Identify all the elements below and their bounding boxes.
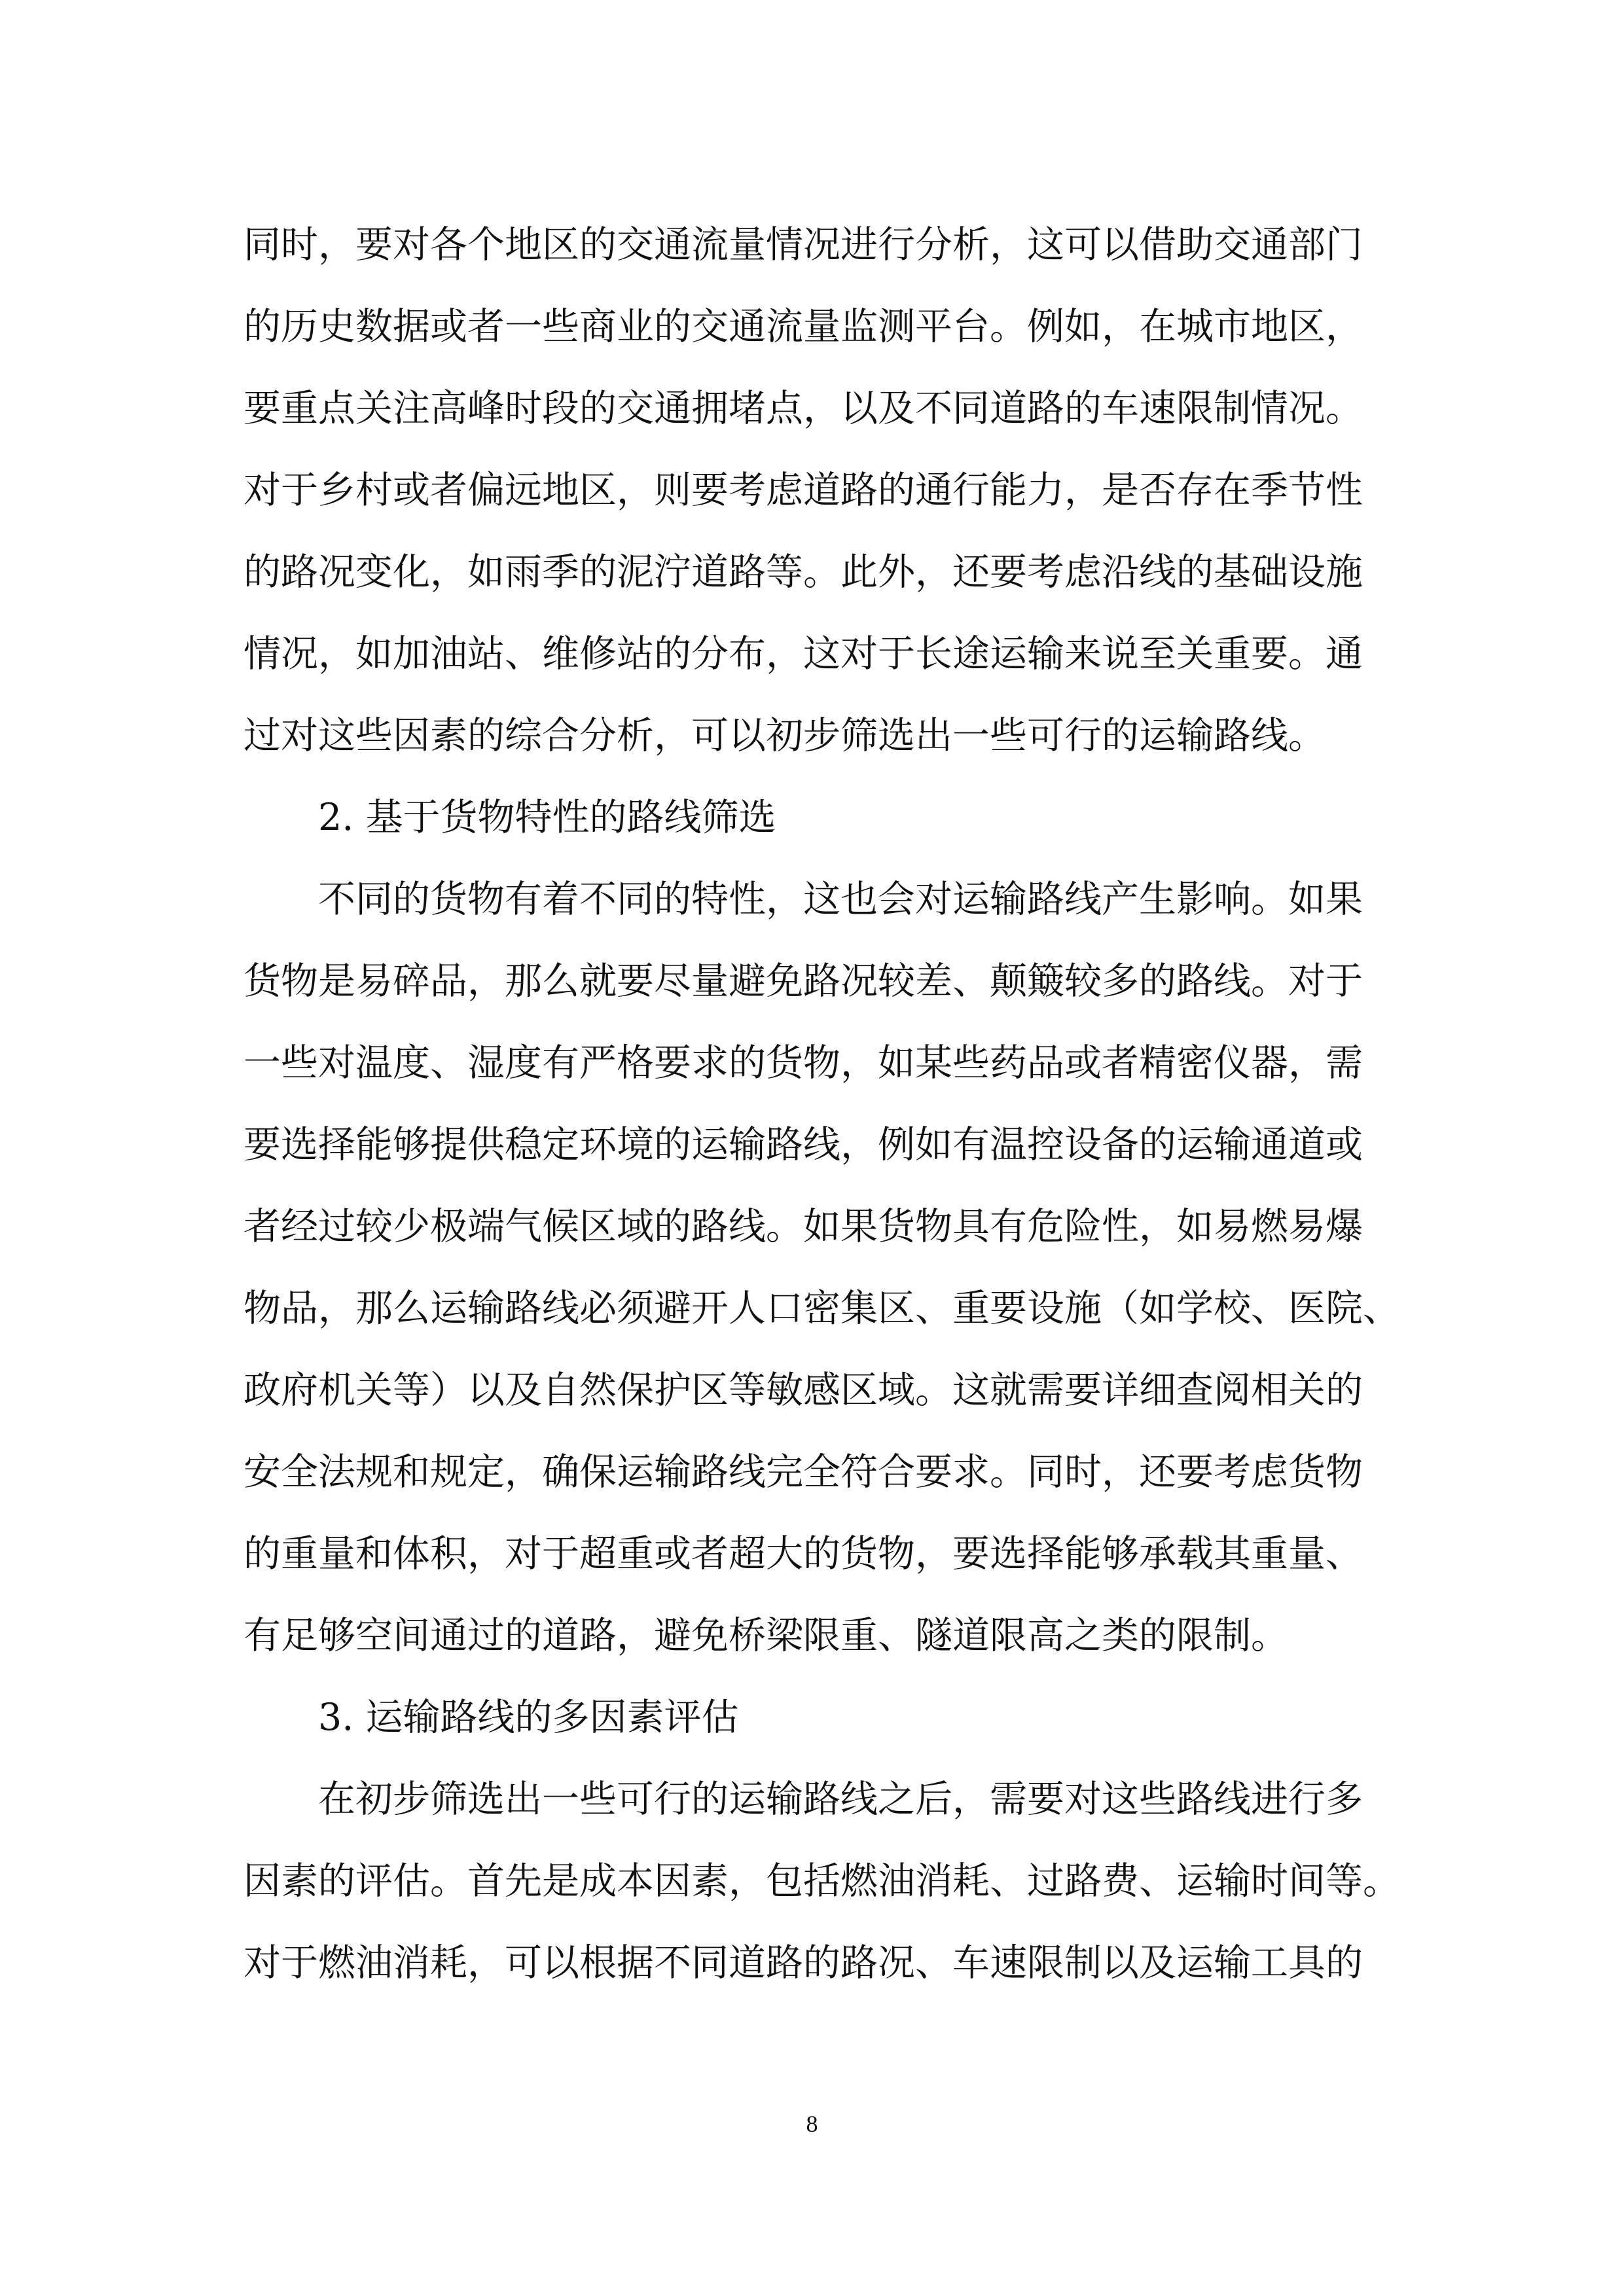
text-line: 要选择能够提供稳定环境的运输路线，例如有温控设备的运输通道或 xyxy=(244,1123,1363,1166)
body-text xyxy=(244,204,1400,2004)
text-line: 安全法规和规定，确保运输路线完全符合要求。同时，还要考虑货物 xyxy=(244,1450,1363,1494)
text-line: 有足够空间通过的道路，避免桥梁限重、隧道限高之类的限制。 xyxy=(244,1614,1288,1657)
page-number: 8 xyxy=(806,2111,818,2137)
text-line: 者经过较少极端气候区域的路线。如果货物具有危险性，如易燃易爆 xyxy=(244,1205,1363,1248)
text-line: 物品，那么运输路线必须避开人口密集区、重要设施（如学校、医院、 xyxy=(244,1287,1400,1330)
text-line: 要重点关注高峰时段的交通拥堵点，以及不同道路的车速限制情况。 xyxy=(244,387,1363,430)
text-line: 对于乡村或者偏远地区，则要考虑道路的通行能力，是否存在季节性 xyxy=(244,469,1363,512)
text-line: 在初步筛选出一些可行的运输路线之后，需要对这些路线进行多 xyxy=(318,1778,1363,1821)
text-line: 对于燃油消耗，可以根据不同道路的路况、车速限制以及运输工具的 xyxy=(244,1941,1363,1984)
text-line: 因素的评估。首先是成本因素，包括燃油消耗、过路费、运输时间等。 xyxy=(244,1859,1400,1903)
text-line: 3. 运输路线的多因素评估 xyxy=(318,1696,739,1739)
text-line: 一些对温度、湿度有严格要求的货物，如某些药品或者精密仪器，需 xyxy=(244,1041,1363,1085)
text-line: 过对这些因素的综合分析，可以初步筛选出一些可行的运输路线。 xyxy=(244,714,1326,757)
text-line: 政府机关等）以及自然保护区等敏感区域。这就需要详细查阅相关的 xyxy=(244,1369,1363,1412)
text-line: 不同的货物有着不同的特性，这也会对运输路线产生影响。如果 xyxy=(318,878,1363,921)
text-line: 同时，要对各个地区的交通流量情况进行分析，这可以借助交通部门 xyxy=(244,223,1363,266)
text-line: 情况，如加油站、维修站的分布，这对于长途运输来说至关重要。通 xyxy=(244,632,1363,675)
text-line: 2. 基于货物特性的路线筛选 xyxy=(318,796,776,839)
text-line: 的历史数据或者一些商业的交通流量监测平台。例如，在城市地区， xyxy=(244,305,1363,348)
text-line: 货物是易碎品，那么就要尽量避免路况较差、颠簸较多的路线。对于 xyxy=(244,960,1363,1003)
text-line: 的重量和体积，对于超重或者超大的货物，要选择能够承载其重量、 xyxy=(244,1532,1363,1575)
text-line: 的路况变化，如雨季的泥泞道路等。此外，还要考虑沿线的基础设施 xyxy=(244,550,1363,594)
